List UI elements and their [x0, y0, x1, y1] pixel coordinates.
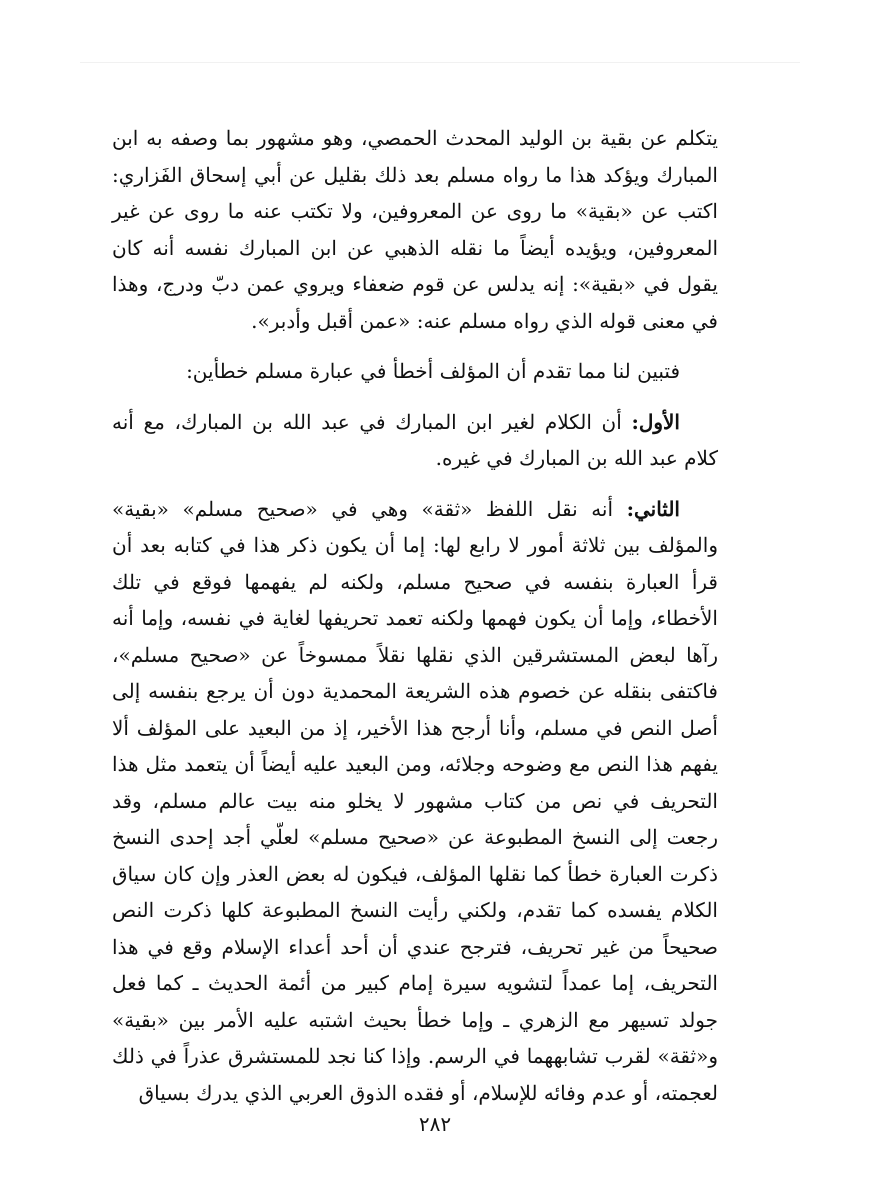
paragraph-second-error: [112, 491, 718, 1112]
paragraph-bukayya-context: يتكلم عن بقية بن الوليد المحدث الحمصي، وهو مشهور بما وصفه به ابن المبارك ويؤكد هذا ما رواه مسلم بعد ذلك بقليل عن أبي إسحاق الفَزاري: اكتب عن «بقية» ما روى عن المعروفين، ولا تكتب عنه ما روى عن غير المعروفين، ويؤيده أيضاً ما نقله الذهبي عن ابن المبارك نفسه أنه كان يقول في «بقية»: إنه يدلس عن قوم ضعفاء ويروي عمن دبّ ودرج، وهذا في معنى قوله الذي رواه مسلم عنه: «عمن أقبل وأدبر».: [112, 126, 718, 333]
second-error-text: أنه نقل اللفظ «ثقة» وهي في «صحيح مسلم» «بقية» والمؤلف بين ثلاثة أمور لا رابع لها: إما أن يكون ذكر هذا في كتابه بعد أن قرأ العبارة بنفسه في صحيح مسلم، ولكنه لم يفهمها فوقع في تلك الأخطاء، وإما أن يكون فهمها ولكنه تعمد تحريفها لغاية في نفسه، وإما أنه رآها لبعض المستشرقين الذي نقلها نقلاً ممسوخاً عن «صحيح مسلم»، فاكتفى بنقله عن خصوم هذه الشريعة المحمدية دون أن يرجع بنفسه إلى أصل النص في مسلم، وأنا أرجح هذا الأخير، إذ من البعيد على المؤلف ألا يفهم هذا النص مع وضوحه وجلائه، ومن البعيد عليه أيضاً أن يتعمد مثل هذا التحريف في نص من كتاب مشهور لا يخلو منه بيت عالم مسلم، وقد رجعت إلى النسخ المطبوعة عن «صحيح مسلم» لعلّي أجد إحدى النسخ ذكرت العبارة خطأ كما نقلها المؤلف، فيكون له بعض العذر وإن كان سياق الكلام يفسده كما تقدم، ولكني رأيت النسخ المطبوعة كلها ذكرت النص صحيحاً من غير تحريف، فترجح عندي أن أحد أعداء الإسلام وقع في هذا التحريف، إما عمداً لتشويه سيرة إمام كبير من أئمة الحديث ـ كما فعل جولد تسيهر مع الزهري ـ وإما خطأ بحيث اشتبه عليه الأمر بين «بقية» و«ثقة» لقرب تشابههما في الرسم. وإذا كنا نجد للمستشرق عذراً في ذلك لعجمته، أو عدم وفائه للإسلام، أو فقده الذوق العربي الذي يدرك بسياق: [112, 496, 718, 1105]
top-divider: [80, 62, 800, 63]
second-error-label: الثاني:: [626, 496, 680, 521]
paragraph-first-error: [112, 404, 718, 477]
body-text: [112, 120, 718, 1125]
first-error-label: الأول:: [631, 409, 680, 434]
paragraph-two-errors-intro: فتبين لنا مما تقدم أن المؤلف أخطأ في عبارة مسلم خطأين:: [186, 359, 680, 383]
first-error-text: أن الكلام لغير ابن المبارك في عبد الله بن المبارك، مع أنه كلام عبد الله بن المبارك في غيره.: [112, 409, 718, 470]
page-number: ٢٨٢: [418, 1112, 452, 1136]
